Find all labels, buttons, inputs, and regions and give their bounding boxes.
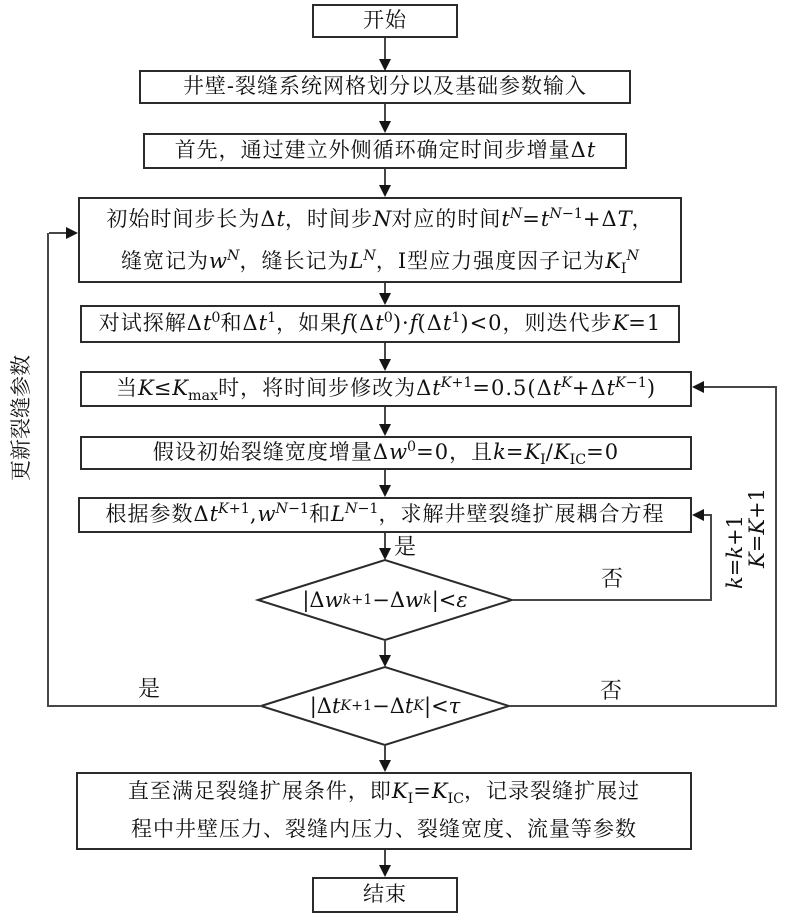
arrow-down-icon	[379, 293, 391, 305]
outer-loop-bottom-line	[509, 705, 777, 707]
connector-timestepcheck-record	[384, 745, 386, 761]
connector-record-end	[384, 850, 386, 866]
init-timestep-line2: 缝宽记为$w^N$，缝长记为$L^N$，I型应力强度因子记为$K_I^N$	[120, 248, 640, 278]
record-results-line1: 直至满足裂缝扩展条件，即$K_I=K_{IC}$，记录裂缝扩展过	[127, 779, 641, 808]
process-width-assumption	[80, 436, 692, 470]
grid-input-label: 井壁-裂缝系统网格划分以及基础参数输入	[182, 74, 588, 99]
left-loop-top-line	[49, 232, 67, 234]
arrow-left-icon	[692, 509, 704, 521]
trial-solution-label: 对试探解$\Delta t^0$和$\Delta t^1$，如果$f(\Delta t^0)\cdot f(\Delta t^1)<0$，则迭代步K=1	[98, 310, 662, 336]
init-timestep-line1: 初始时间步长为Δt，时间步N对应的时间$t^N=t^{N-1}+\Delta T$，	[106, 206, 654, 231]
arrow-down-icon	[379, 760, 391, 772]
connector-grid-outercycle	[384, 104, 386, 122]
record-results-line2: 程中井壁压力、裂缝内压力、裂缝宽度、流量等参数	[131, 817, 637, 841]
connector-trial-update	[384, 343, 386, 360]
connector-assumption-solve	[384, 470, 386, 486]
timestep-check-label: |Δ t K+1 −Δ t K |< τ	[309, 694, 461, 718]
connector-update-assumption	[384, 407, 386, 425]
process-outer-cycle	[143, 133, 627, 169]
timestep-update-label: 当$K\le K_{max}$时，将时间步修改为$\Delta t^{K+1}=0.5(\Delta t^K+\Delta t^{K-1})$	[115, 375, 657, 405]
outer-loop-top-line	[703, 386, 777, 388]
arrow-left-icon	[692, 381, 704, 393]
process-grid-input	[139, 70, 631, 104]
connector-widthcheck-timestepcheck	[384, 640, 386, 656]
edge-label-yes-top: 是	[394, 535, 417, 560]
start-node	[312, 4, 458, 38]
arrow-down-icon	[379, 485, 391, 497]
arrow-down-icon	[379, 655, 391, 667]
start-label: 开始	[363, 8, 407, 33]
outer-cycle-label: 首先，通过建立外侧循环确定时间步增量Δt	[174, 138, 596, 163]
width-assumption-label: 假设初始裂缝宽度增量$\Delta w^0=0$，且$k=K_I/K_{IC}=0$	[152, 439, 620, 469]
edge-label-no-inner: 否	[601, 567, 624, 592]
edge-label-yes-left: 是	[138, 677, 161, 702]
arrow-down-icon	[379, 865, 391, 877]
process-trial-solution	[80, 305, 680, 343]
loop-label-outer-iteration: K = K +1	[745, 488, 769, 568]
loop-label-inner-iteration: k = k +1	[723, 514, 747, 590]
arrow-down-icon	[379, 359, 391, 371]
inner-loop-top-line	[703, 514, 711, 516]
arrow-down-icon	[379, 59, 391, 71]
process-coupled-solve	[78, 497, 692, 533]
end-label: 结束	[363, 882, 407, 907]
process-init-timestep	[78, 197, 682, 283]
inner-loop-bottom-line	[512, 599, 712, 601]
outer-loop-vertical-line	[775, 386, 777, 707]
left-loop-bottom-line	[48, 705, 262, 707]
width-check-label: |Δ w k+1 −Δ w k |< ε	[302, 588, 468, 612]
arrow-down-icon	[379, 548, 391, 560]
inner-loop-vertical-line	[710, 514, 712, 601]
process-timestep-update	[80, 371, 692, 407]
arrow-down-icon	[379, 185, 391, 197]
arrow-down-icon	[379, 424, 391, 436]
arrow-right-icon	[66, 227, 78, 239]
edge-label-no-outer: 否	[600, 679, 623, 704]
connector-outercycle-init	[384, 169, 386, 186]
loop-label-update-params: 更新裂缝参数	[9, 355, 33, 481]
connector-solve-widthcheck	[384, 533, 386, 549]
coupled-solve-label: 根据参数$\Delta t^{K+1},w^{N-1}$和$L^{N-1}$，求解井壁裂缝扩展耦合方程	[105, 501, 665, 527]
arrow-down-icon	[379, 121, 391, 133]
connector-start-grid	[384, 38, 386, 59]
end-node	[312, 877, 458, 913]
process-record-results	[76, 772, 692, 850]
left-loop-vertical-line	[47, 233, 49, 707]
